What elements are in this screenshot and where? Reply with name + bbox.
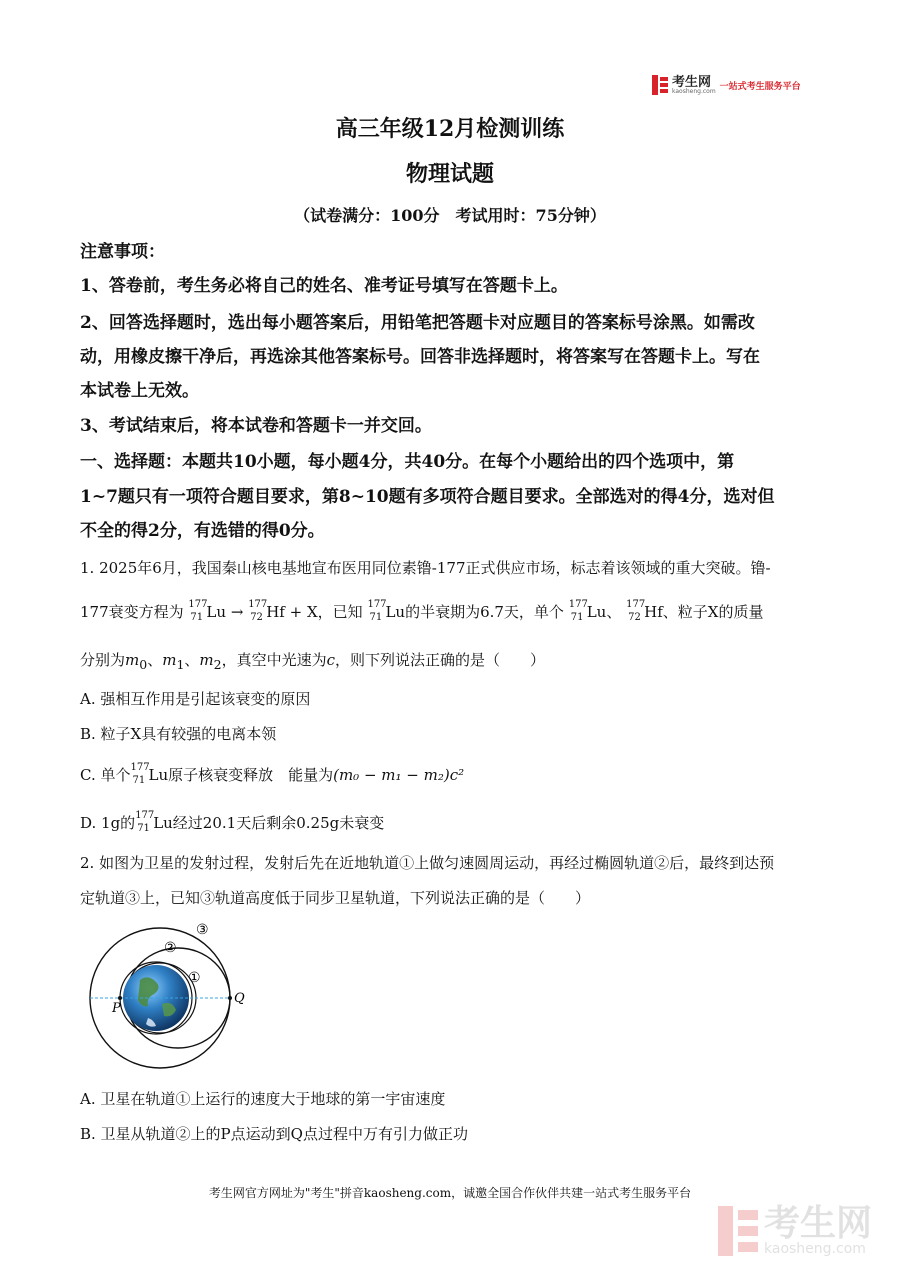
logo-name: 考生网 — [672, 74, 712, 90]
q1-stem-line-2: 177衰变方程为 177 71 Lu → 177 72 Hf + X，已知 177 71 Lu的半衰期为6.7天，单个 177 71 Lu、 177 72 Hf、粒子X的质量 — [80, 599, 764, 623]
q1-option-b: B. 粒子X具有较强的电离本领 — [80, 725, 277, 743]
watermark-domain: kaosheng.com — [764, 1241, 866, 1257]
q1-stem-line-1: 1. 2025年6月，我国秦山核电基地宣布医用同位素镥-177正式供应市场，标志着该领域的重大突破。镥- — [80, 559, 771, 577]
label-orbit-2: ② — [164, 940, 177, 956]
logo-domain: kaosheng.com — [672, 87, 716, 95]
q1-stem-line-3: 分别为$m_0$、$m_1$、$m_2$，真空中光速为c，则下列说法正确的是（ ） — [80, 651, 546, 672]
watermark-logo-icon — [718, 1206, 758, 1256]
q2-option-b: B. 卫星从轨道②上的P点运动到Q点过程中万有引力做正功 — [80, 1125, 468, 1143]
section-heading-line-3: 不全的得2分，有选错的得0分。 — [80, 521, 325, 541]
exam-info: （试卷满分：100分 考试用时：75分钟） — [294, 206, 606, 225]
label-q: Q — [234, 991, 245, 1006]
note-2-line-1: 2、回答选择题时，选出每小题答案后，用铅笔把答题卡对应题目的答案标号涂黑。如需改 — [80, 313, 755, 333]
note-2-line-2: 动，用橡皮擦干净后，再选涂其他答案标号。回答非选择题时，将答案写在答题卡上。写在 — [80, 347, 760, 367]
note-3: 3、考试结束后，将本试卷和答题卡一并交回。 — [80, 416, 432, 436]
q2-option-a: A. 卫星在轨道①上运行的速度大于地球的第一宇宙速度 — [80, 1090, 446, 1108]
label-p: P — [112, 1001, 121, 1016]
footer-text: 考生网官方网址为"考生"拼音kaosheng.com，诚邀全国合作伙伴共建一站式考生服务平台 — [208, 1186, 692, 1200]
page-subtitle: 物理试题 — [405, 161, 494, 187]
point-p — [118, 996, 122, 1000]
logo-slogan: 一站式考生服务平台 — [719, 81, 801, 92]
section-heading-line-1: 一、选择题：本题共10小题，每小题4分，共40分。在每个小题给出的四个选项中，第 — [80, 452, 735, 472]
site-logo — [652, 74, 801, 96]
q2-stem-line-1: 2. 如图为卫星的发射过程，发射后先在近地轨道①上做匀速圆周运动，再经过椭圆轨道②后，最终到达预 — [80, 854, 775, 872]
label-orbit-1: ① — [188, 970, 201, 986]
q1-option-d: D. 1g的 177 71 Lu经过20.1天后剩余0.25g未衰变 — [80, 810, 385, 834]
orbit-diagram — [88, 918, 248, 1070]
notes-heading: 注意事项： — [80, 242, 165, 262]
q1-option-c: C. 单个 177 71 Lu原子核衰变释放 能量为(m₀ − m₁ − m₂)c² — [80, 762, 465, 786]
note-1: 1、答卷前，考生务必将自己的姓名、准考证号填写在答题卡上。 — [80, 276, 568, 296]
page-title: 高三年级12月检测训练 — [335, 116, 565, 142]
q2-stem-line-2: 定轨道③上，已知③轨道高度低于同步卫星轨道，下列说法正确的是（ ） — [80, 889, 591, 907]
label-orbit-3: ③ — [196, 922, 209, 938]
logo-icon — [652, 75, 668, 95]
watermark — [718, 1203, 873, 1257]
note-2-line-3: 本试卷上无效。 — [80, 381, 199, 401]
watermark-name: 考生网 — [764, 1203, 873, 1244]
section-heading-line-2: 1~7题只有一项符合题目要求，第8~10题有多项符合题目要求。全部选对的得4分，选对但 — [80, 487, 775, 507]
q1-option-a: A. 强相互作用是引起该衰变的原因 — [80, 690, 311, 708]
point-q — [228, 996, 232, 1000]
